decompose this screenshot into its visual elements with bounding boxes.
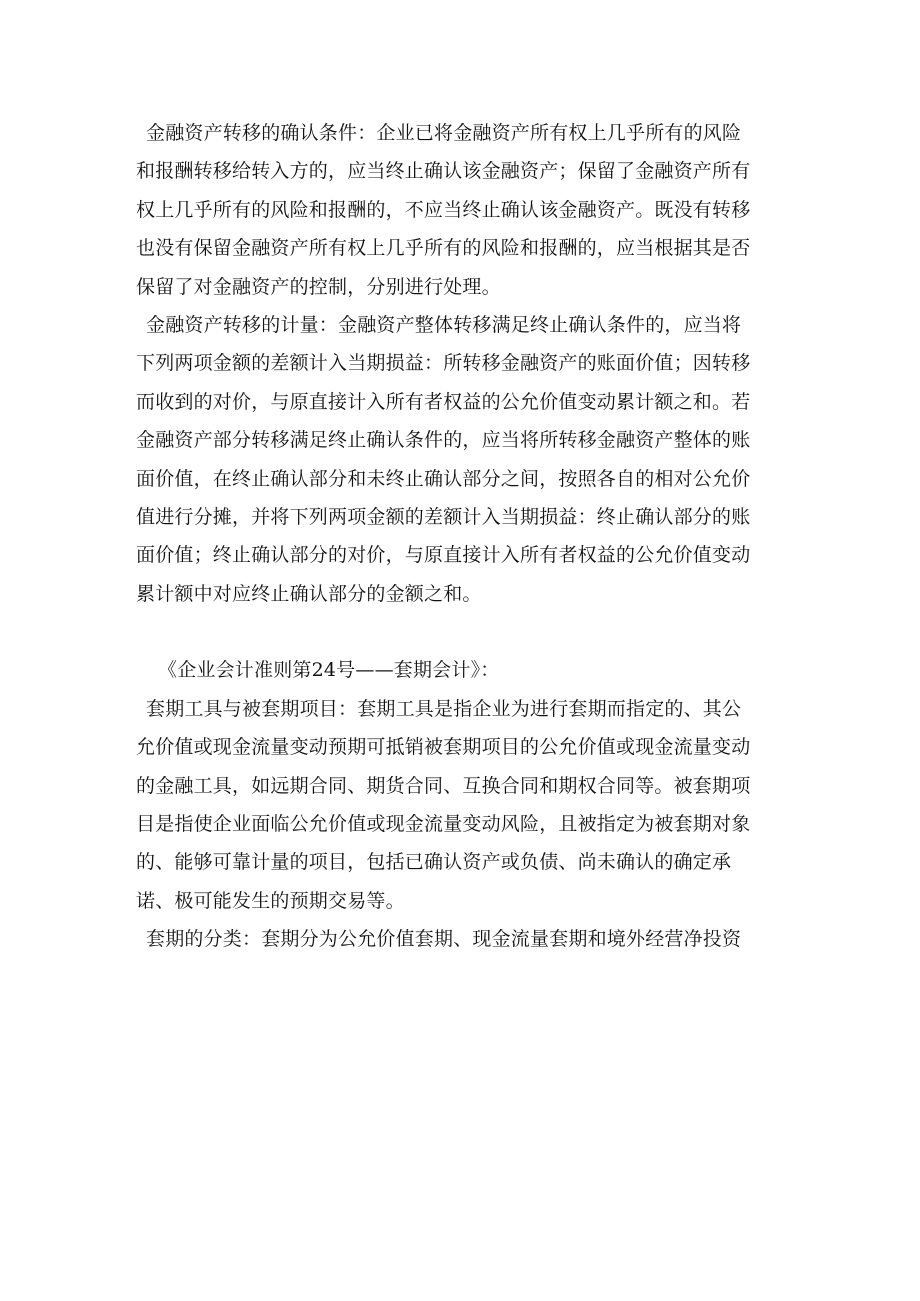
paragraph-line: 而收到的对价，与原直接计入所有者权益的公允价值变动累计额之和。若 — [136, 390, 751, 413]
paragraph-line: 套期的分类：套期分为公允价值套期、现金流量套期和境外经营净投资 — [146, 928, 742, 951]
paragraph-line: 值进行分摊，并将下列两项金额的差额计入当期损益：终止确认部分的账 — [136, 505, 751, 528]
paragraph-line: 金融资产转移的计量：金融资产整体转移满足终止确认条件的，应当将 — [146, 313, 742, 336]
paragraph-line: 的、能够可靠计量的项目，包括已确认资产或负债、尚未确认的确定承 — [136, 851, 732, 874]
paragraph-line: 也没有保留金融资产所有权上几乎所有的风险和报酬的，应当根据其是否 — [136, 237, 751, 260]
paragraph-line: 和报酬转移给转入方的，应当终止确认该金融资产；保留了金融资产所有 — [136, 160, 751, 183]
paragraph-line: 面价值，在终止确认部分和未终止确认部分之间，按照各自的相对公允价 — [136, 467, 751, 490]
paragraph-line: 金融资产部分转移满足终止确认条件的，应当将所转移金融资产整体的账 — [136, 429, 751, 452]
paragraph-line: 累计额中对应终止确认部分的金额之和。 — [136, 582, 482, 605]
paragraph-line: 权上几乎所有的风险和报酬的，不应当终止确认该金融资产。既没有转移 — [136, 198, 751, 221]
paragraph-line: 允价值或现金流量变动预期可抵销被套期项目的公允价值或现金流量变动 — [136, 736, 751, 759]
paragraph-line: 面价值；终止确认部分的对价，与原直接计入所有者权益的公允价值变动 — [136, 544, 751, 567]
paragraph-line: 保留了对金融资产的控制，分别进行处理。 — [136, 275, 501, 298]
section-heading: 《企业会计准则第24号——套期会计》： — [158, 659, 500, 682]
paragraph-line: 套期工具与被套期项目：套期工具是指企业为进行套期而指定的、其公 — [146, 697, 742, 720]
paragraph-line: 诺、极可能发生的预期交易等。 — [136, 889, 405, 912]
paragraph-line: 的金融工具，如远期合同、期货合同、互换合同和期权合同等。被套期项 — [136, 774, 751, 797]
document-body — [136, 114, 786, 959]
paragraph-line: 金融资产转移的确认条件：企业已将金融资产所有权上几乎所有的风险 — [146, 122, 742, 144]
paragraph-line: 下列两项金额的差额计入当期损益：所转移金融资产的账面价值；因转移 — [136, 352, 751, 375]
paragraph-line: 目是指使企业面临公允价值或现金流量变动风险，且被指定为被套期对象 — [136, 813, 751, 836]
blank-line — [136, 613, 786, 651]
